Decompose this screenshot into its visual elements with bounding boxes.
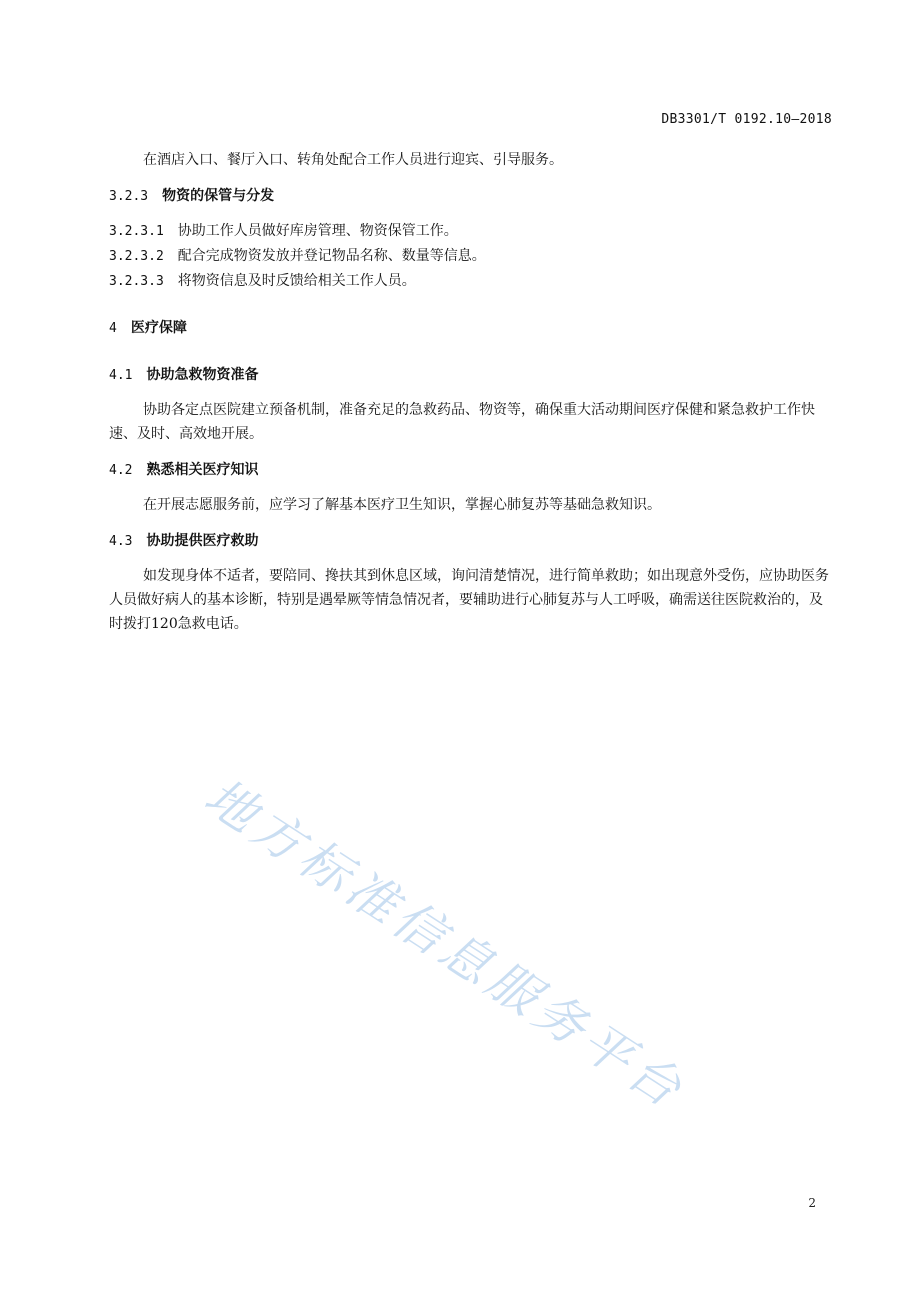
clause-number: 3.2.3.2 — [109, 249, 164, 264]
heading-title: 物资的保管与分发 — [162, 188, 275, 204]
heading-title: 协助急救物资准备 — [146, 367, 259, 383]
heading-number: 4.1 — [109, 368, 133, 383]
heading-title: 熟悉相关医疗知识 — [146, 462, 259, 478]
intro-paragraph: 在酒店入口、餐厅入口、转角处配合工作人员进行迎宾、引导服务。 — [143, 152, 563, 168]
heading-4 — [109, 316, 833, 341]
clause-3-2-3-1 — [109, 219, 833, 244]
heading-number: 4 — [109, 321, 117, 336]
paragraph-4-1: 协助各定点医院建立预备机制，准备充足的急救药品、物资等，确保重大活动期间医疗保健和紧急救护工作快速、及时、高效地开展。 — [109, 402, 815, 442]
heading-number: 4.3 — [109, 534, 133, 549]
paragraph-4-2: 在开展志愿服务前，应学习了解基本医疗卫生知识，掌握心肺复苏等基础急救知识。 — [143, 497, 661, 513]
heading-4-3 — [109, 529, 833, 554]
document-code: DB3301/T 0192.10—2018 — [661, 112, 832, 127]
heading-4-1 — [109, 363, 833, 388]
page-number: 2 — [808, 1196, 816, 1210]
heading-4-2 — [109, 458, 833, 483]
clause-3-2-3-3 — [109, 269, 833, 294]
paragraph-4-3: 如发现身体不适者，要陪同、搀扶其到休息区域，询问清楚情况，进行简单救助；如出现意外受伤，应协助医务人员做好病人的基本诊断，特别是遇晕厥等情急情况者，要辅助进行心肺复苏与人工呼吸，确需送往医院救治的，及时拨打120急救电话。 — [109, 568, 829, 632]
heading-title: 医疗保障 — [130, 320, 187, 336]
clause-number: 3.2.3.1 — [109, 224, 164, 239]
heading-3-2-3 — [109, 184, 833, 209]
clause-text: 将物资信息及时反馈给相关工作人员。 — [177, 273, 416, 289]
clause-3-2-3-2 — [109, 244, 833, 269]
heading-number: 4.2 — [109, 463, 133, 478]
heading-number: 3.2.3 — [109, 189, 149, 204]
watermark-text: 地方标准信息服务平台 — [194, 767, 696, 1121]
clause-number: 3.2.3.3 — [109, 274, 164, 289]
clause-text: 协助工作人员做好库房管理、物资保管工作。 — [177, 223, 458, 239]
clause-text: 配合完成物资发放并登记物品名称、数量等信息。 — [177, 248, 486, 264]
document-body — [109, 148, 833, 642]
heading-title: 协助提供医疗救助 — [146, 533, 259, 549]
